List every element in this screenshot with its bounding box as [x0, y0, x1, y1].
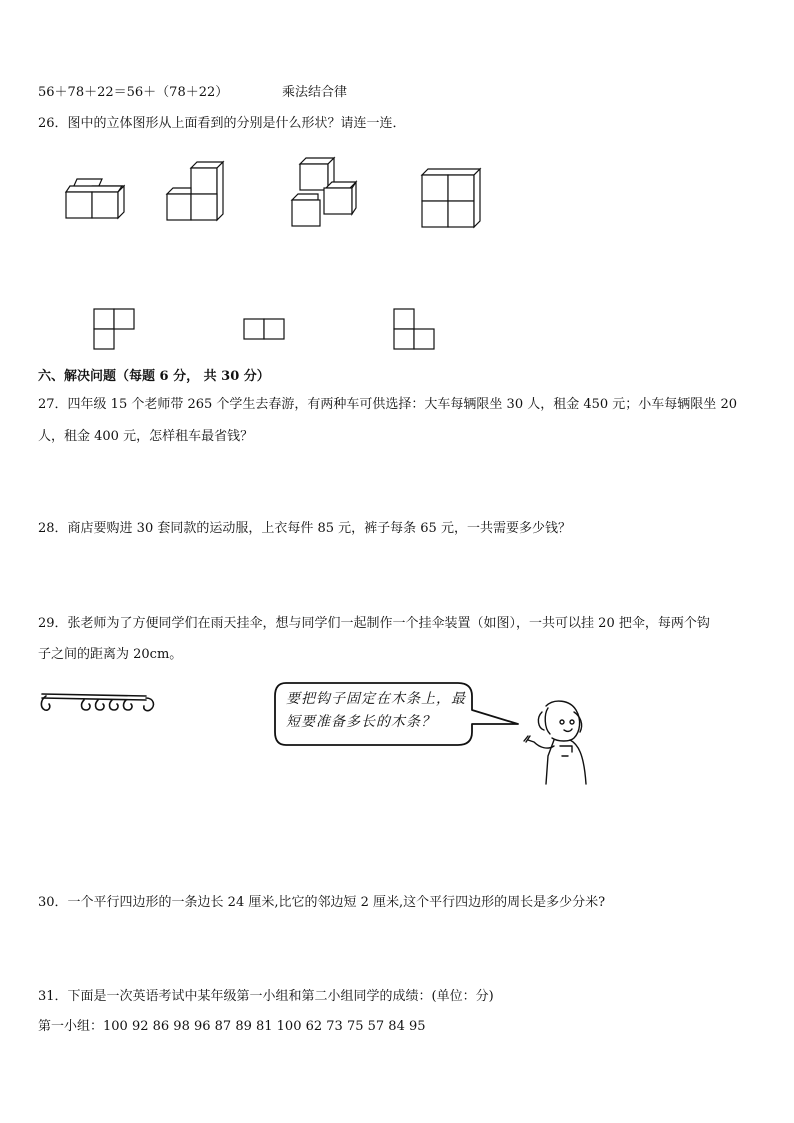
question-27-line1: 27．四年级 15 个老师带 265 个学生去春游，有两种车可供选择：大车每辆限坐 30 人，租金 450 元；小车每辆限坐 20: [38, 397, 737, 412]
question-29-line1: 29．张老师为了方便同学们在雨天挂伞，想与同学们一起制作一个挂伞装置（如图），一共可以挂 20 把伞，每两个钩: [38, 616, 710, 631]
solid-figure-4: [418, 165, 484, 231]
question-28: 28．商店要购进 30 套同款的运动服，上衣每件 85 元，裤子每条 65 元，一共需要多少钱？: [38, 521, 571, 536]
question-26: 26．图中的立体图形从上面看到的分别是什么形状？请连一连．: [38, 116, 406, 131]
top-view-1: [92, 307, 138, 353]
teacher-figure-illustration: [518, 698, 592, 786]
question-27-line2: 人，租金 400 元，怎样租车最省钱？: [38, 429, 254, 444]
question-31-line1: 31．下面是一次英语考试中某年级第一小组和第二小组同学的成绩：(单位：分): [38, 989, 494, 1004]
bubble-line-2: 短要准备多长的木条？: [286, 714, 436, 730]
equation-expression: 56＋78＋22＝56＋（78＋22）: [38, 85, 229, 100]
top-view-2: [242, 317, 288, 343]
solid-figure-3: [288, 152, 360, 228]
equation-line: [38, 84, 348, 102]
question-31-line2: 第一小组：100 92 86 98 96 87 89 81 100 62 73 75 57 84 95: [38, 1019, 426, 1034]
question-29-line2: 子之间的距离为 20cm。: [38, 647, 183, 662]
solid-figure-1: [60, 172, 130, 224]
section-heading-6: 六、解决问题（每题 6 分， 共 30 分）: [38, 369, 270, 384]
equation-law: 乘法结合律: [282, 85, 348, 100]
hook-rail-illustration: [36, 688, 160, 718]
question-30: 30．一个平行四边形的一条边长 24 厘米,比它的邻边短 2 厘米,这个平行四边形的周长是多少分米?: [38, 895, 606, 910]
top-view-3: [392, 307, 438, 353]
solid-figure-2: [163, 158, 233, 226]
bubble-line-1: 要把钩子固定在木条上，最: [286, 691, 466, 707]
